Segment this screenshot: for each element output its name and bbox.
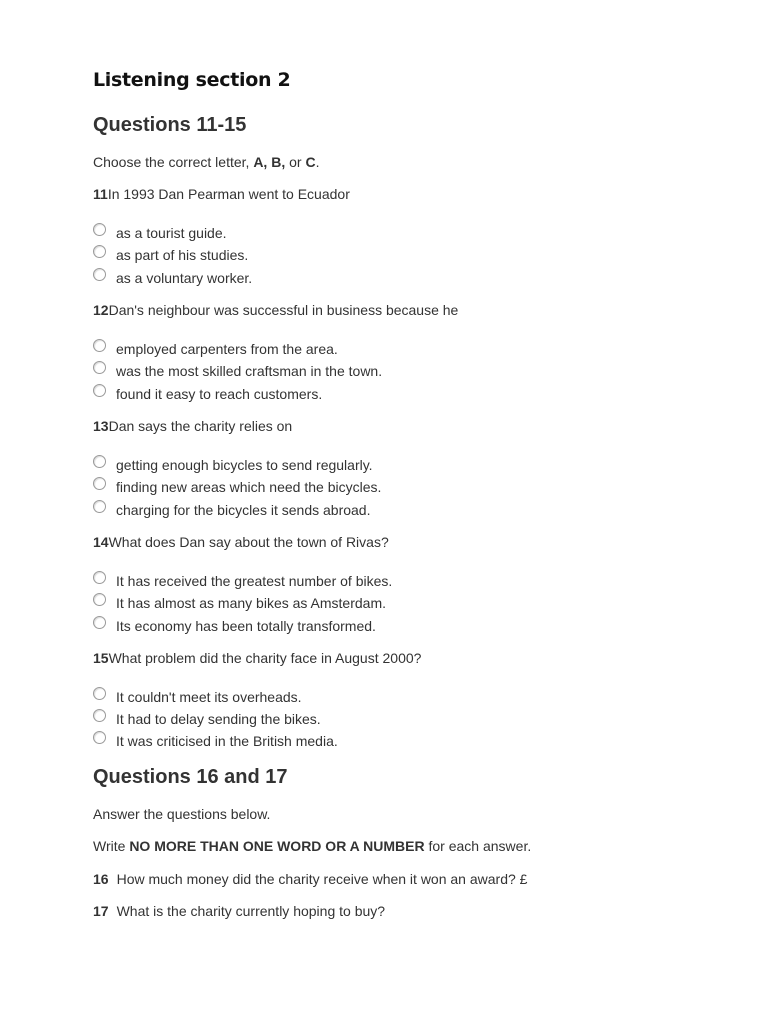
questions-11-15-heading: Questions 11-15	[93, 114, 247, 136]
radio-button[interactable]	[93, 593, 106, 606]
radio-button[interactable]	[93, 500, 106, 513]
option-label: Its economy has been totally transformed.	[116, 618, 376, 634]
radio-button[interactable]	[93, 571, 106, 584]
question-14	[93, 534, 389, 550]
option-label: It has received the greatest number of bikes.	[116, 573, 393, 589]
instruction-end: .	[315, 154, 320, 170]
question-number: 11	[93, 186, 108, 202]
option-label: employed carpenters from the area.	[116, 341, 338, 357]
question-number: 14	[93, 534, 109, 550]
section-title: Listening section 2	[93, 69, 291, 91]
word-limit-bold: NO MORE THAN ONE WORD OR A NUMBER	[129, 838, 425, 854]
question-17	[93, 903, 385, 919]
instruction-text: Write	[93, 838, 130, 854]
word-limit-instruction	[93, 838, 531, 854]
choose-instruction	[93, 154, 319, 170]
radio-button[interactable]	[93, 709, 106, 722]
question-text: How much money did the charity receive when it won an award? £	[116, 871, 528, 887]
option-label: finding new areas which need the bicycles.	[116, 479, 382, 495]
question-text: Dan says the charity relies on	[108, 418, 293, 434]
radio-button[interactable]	[93, 361, 106, 374]
radio-button[interactable]	[93, 245, 106, 258]
radio-button[interactable]	[93, 616, 106, 629]
answer-instruction: Answer the questions below.	[93, 806, 271, 822]
question-text: What is the charity currently hoping to buy?	[116, 903, 386, 919]
instruction-letters-ab: A, B,	[253, 154, 286, 170]
radio-button[interactable]	[93, 477, 106, 490]
question-text: What does Dan say about the town of Rivas?	[108, 534, 389, 550]
question-number: 13	[93, 418, 109, 434]
question-text: Dan's neighbour was successful in business because he	[108, 302, 459, 318]
question-16	[93, 871, 527, 887]
question-number: 12	[93, 302, 109, 318]
radio-button[interactable]	[93, 384, 106, 397]
option-label: It has almost as many bikes as Amsterdam.	[116, 595, 386, 611]
questions-16-17-heading: Questions 16 and 17	[93, 766, 288, 788]
question-text: In 1993 Dan Pearman went to Ecuador	[107, 186, 350, 202]
option-label: as a tourist guide.	[116, 225, 227, 241]
radio-button[interactable]	[93, 339, 106, 352]
instruction-text: for each answer.	[424, 838, 532, 854]
option-label: as a voluntary worker.	[116, 270, 253, 286]
option-label: found it easy to reach customers.	[116, 386, 323, 402]
question-11	[93, 186, 350, 202]
option-label: as part of his studies.	[116, 247, 249, 263]
radio-button[interactable]	[93, 687, 106, 700]
option-label: It was criticised in the British media.	[116, 733, 338, 749]
option-label: charging for the bicycles it sends abroad.	[116, 502, 371, 518]
instruction-text: Choose the correct letter,	[93, 154, 254, 170]
option-label: was the most skilled craftsman in the town.	[116, 363, 383, 379]
radio-button[interactable]	[93, 223, 106, 236]
instruction-or: or	[285, 154, 306, 170]
radio-button[interactable]	[93, 268, 106, 281]
question-number: 16	[93, 871, 109, 887]
option-label: It had to delay sending the bikes.	[116, 711, 321, 727]
question-15	[93, 650, 421, 666]
radio-button[interactable]	[93, 731, 106, 744]
question-text: What problem did the charity face in August 2000?	[108, 650, 422, 666]
question-12	[93, 302, 458, 318]
option-label: getting enough bicycles to send regularly.	[116, 457, 373, 473]
option-label: It couldn't meet its overheads.	[116, 689, 302, 705]
question-13	[93, 418, 292, 434]
question-number: 15	[93, 650, 109, 666]
radio-button[interactable]	[93, 455, 106, 468]
instruction-letter-c: C	[305, 154, 316, 170]
question-number: 17	[93, 903, 109, 919]
